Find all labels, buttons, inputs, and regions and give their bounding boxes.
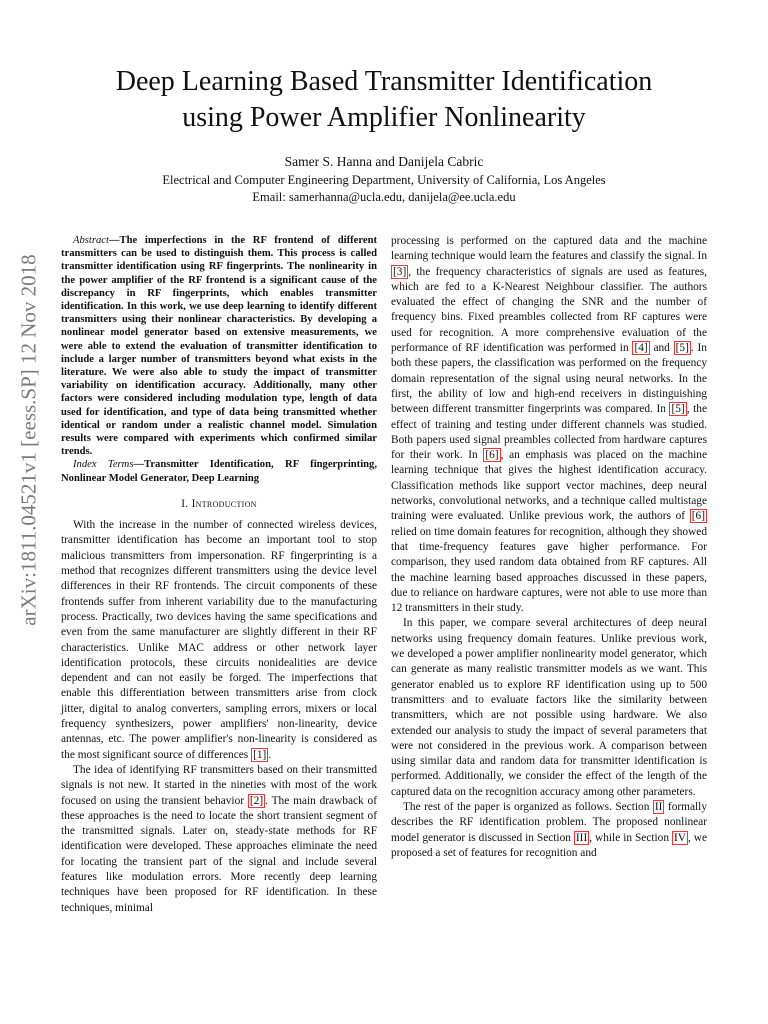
citation-link[interactable]: [5] (675, 342, 689, 355)
index-terms (61, 458, 377, 484)
arxiv-id: arXiv:1811.04521v1 [eess.SP] 12 Nov 2018 (16, 254, 41, 626)
paragraph-text: processing is performed on the captured data and the machine learning technique would learn the features and classify the signal. In (391, 235, 707, 263)
paragraph-text: formally describes the RF identification problem. The proposed nonlinear model generator is discussed in Section (391, 800, 707, 844)
section-link[interactable]: IV (674, 831, 686, 844)
section-number: I. (181, 497, 192, 510)
paragraph-text: . The main drawback of these approaches is the need to locate the short transient segment of the transmitted signals. Later on, steady-state methods for RF identification were developed. These approaches eliminate the need for locating the transient part of the signal and include several features like modulation errors. More recently deep learning techniques have been proposed for RF identification. In these techniques, minimal (61, 794, 377, 914)
email: Email: samerhanna@ucla.edu, danijela@ee.ucla.edu (252, 190, 516, 204)
authors: Samer S. Hanna and Danijela Cabric (284, 154, 484, 169)
intro-paragraph-1 (61, 518, 377, 763)
paragraph-text: , an emphasis was placed on the machine learning technique that gives the highest identification accuracy. Classification methods like support vector machines, deep neural networks, convolutional networks, and a technique called multistage training were evaluated. Unlike previous work, the authors of (391, 449, 707, 523)
citation-link[interactable]: [6] (691, 510, 705, 523)
abstract (61, 234, 377, 458)
paper-title (0, 64, 768, 136)
section-link[interactable]: II (654, 800, 663, 813)
abstract-text: —The imperfections in the RF frontend of different transmitters can be used to distinguish them. This process is called transmitter identification using RF fingerprints. The nonlinearity in the power amplifier of the RF frontend is a significant cause of the discrepancy in RF fingerprints, which enables transmitter identification. In this work, we use deep learning to identify different transmitters using their nonlinear characteristics. By developing a nonlinear model generator based on extensive measurements, we were able to extend the evaluation of transmitter identification to include a larger number of transmitters beyond what exists in the literature. We were also able to study the impact of transmitter variability on identification accuracy. Additionally, many other factors were considered including modulation type, length of data used for identification, and type of data being transmitted whether identical or random under a realistic channel model. Simulation results were compared with experiments which confirmed similar trends. (61, 235, 377, 458)
citation-link[interactable]: [2] (249, 794, 264, 807)
section-link[interactable]: III (575, 831, 588, 844)
section-title: Introduction (191, 497, 257, 510)
citation-link[interactable]: [6] (485, 449, 499, 462)
paragraph-text: With the increase in the number of connected wireless devices, transmitter identification has become an important tool to stop malicious transmitters from impersonation. RF fingerprinting is a method that recognizes different transmitters using the device level differences in their RF frontends. The circuit components of these frontends suffer from inherent variability due to the manufacturing process. Practically, two devices having the same specifications and even from the same manufacturer are slightly different in their RF characteristics. Unlike MAC address or other network layer identification protocols, these circuits nonidealities are device dependent and can not easily be forged. The imperfections that enable this differentiation between transmitters arise from clock jitter, digital to analog converters, sampling errors, mixers or local frequency synthesizers, power amplifiers' non-linearity, device antennas, etc. The power amplifier's non-linearity is considered as the most significant source of differences (61, 519, 377, 761)
affiliation: Electrical and Computer Engineering Department, University of California, Los Angeles (162, 173, 606, 187)
paragraph-text: and (649, 342, 674, 355)
intro-paragraph-2 (61, 763, 377, 916)
paragraph-text: , the effect of training and testing under different channels was studied. Both papers used signal preambles collected from hardware captures for their work. In (391, 403, 708, 462)
paragraph-text: The idea of identifying RF transmitters based on their transmitted signals is not new. It started in the nineties with most of the work focused on using the transient behavior (61, 763, 377, 807)
left-column (61, 234, 377, 916)
intro-paragraph-4: In this paper, we compare several architectures of deep neural networks using frequency domain features. Unlike previous work, we developed a power amplifier nonlinearity model generator, which can generate as many realistic transmitter models as we want. This generator enabled us to explore RF identification using up to 500 transmitters and to evaluate factors like the similarity between transmitters, which are not possible using hardware. We also extended our analysis to study the impact of several parameters that were not considered in the previous work. A comparison between using similar data and random data for transmitter identification is performed. Additionally, we consider the effect of the length of the captured data on the recognition accuracy among other parameters. (391, 617, 707, 798)
citation-link[interactable]: [4] (634, 342, 648, 355)
paragraph-text: , the frequency characteristics of signals are used as features, which are fed to a K-Nearest Neighbour classifier. The authors evaluated the effect of changing the SNR and the number of frequency bins. Fixed preambles collected from RF captures were used for recognition. A more comprehensive evaluation of the performance of RF identification was performed in (391, 265, 707, 355)
paragraph-text: , while in Section (589, 831, 672, 844)
right-column (391, 234, 707, 861)
intro-paragraph-3 (391, 234, 707, 616)
paragraph-text: , we proposed a set of features for recognition and (391, 831, 708, 859)
paragraph-text: The rest of the paper is organized as follows. Section (403, 800, 653, 813)
title-line-2: using Power Amplifier Nonlinearity (182, 102, 586, 133)
citation-link[interactable]: [1] (253, 748, 267, 761)
paragraph-text: relied on time domain features for recognition, although they showed that time-frequency features gave higher performance. For comparison, they used random data obtained from RF captures. All the machine learning based approaches discussed in these papers, due to reliance on hardware captures, were not able to use more than 12 transmitters in their study. (391, 525, 707, 615)
abstract-label: Abstract (73, 235, 109, 246)
index-terms-text: —Transmitter Identification, RF fingerprinting, Nonlinear Model Generator, Deep Learning (61, 459, 377, 484)
paragraph-text: . (268, 748, 272, 761)
index-terms-label: Index Terms (73, 459, 134, 471)
citation-link[interactable]: [3] (393, 265, 407, 278)
title-line-1: Deep Learning Based Transmitter Identification (115, 66, 653, 97)
paragraph-text: . In both these papers, the classification was performed on the frequency domain representation of the signal using neural networks. In the first, the ability of low and high-end receivers in distinguishing between different transmitter fingerprints was compared. In (391, 342, 707, 416)
section-heading-introduction (61, 497, 377, 512)
intro-paragraph-5 (391, 800, 707, 861)
citation-link[interactable]: [5] (671, 403, 685, 416)
